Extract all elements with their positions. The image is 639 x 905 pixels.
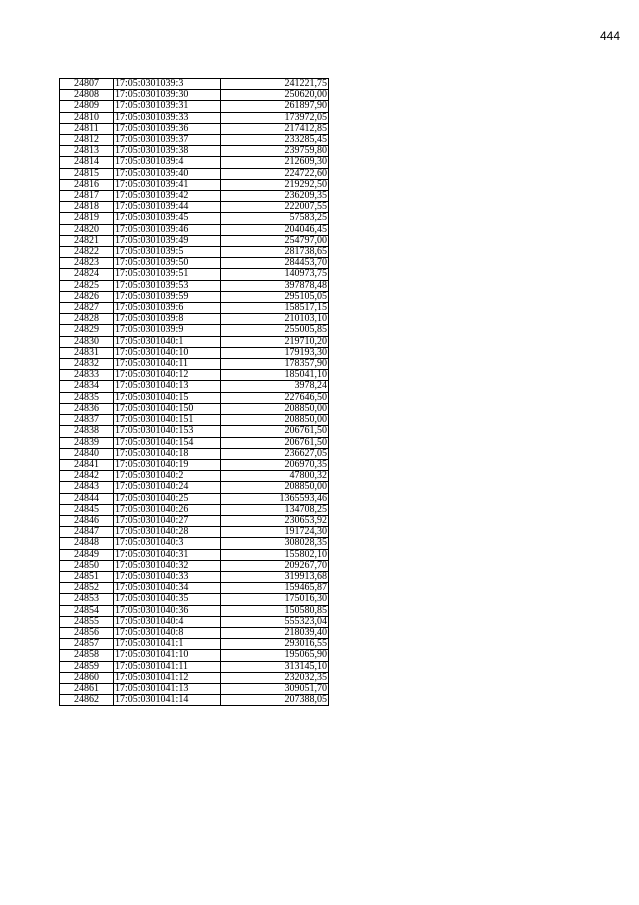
row-number-cell: 24838 (60, 426, 114, 437)
row-number-cell: 24835 (60, 392, 114, 403)
cadastral-value-cell: 208850,00 (221, 482, 329, 493)
cadastral-value-cell: 218039,40 (221, 627, 329, 638)
table-row (60, 661, 329, 672)
cadastral-number-cell: 17:05:0301039:46 (114, 224, 221, 235)
table-row (60, 639, 329, 650)
table-row (60, 247, 329, 258)
cadastral-value-cell: 212609,30 (221, 157, 329, 168)
cadastral-number-cell: 17:05:0301039:30 (114, 90, 221, 101)
table-row (60, 426, 329, 437)
cadastral-value-cell: 179193,30 (221, 347, 329, 358)
row-number-cell: 24847 (60, 527, 114, 538)
row-number-cell: 24839 (60, 437, 114, 448)
table-row (60, 493, 329, 504)
row-number-cell: 24853 (60, 594, 114, 605)
table-row (60, 202, 329, 213)
row-number-cell: 24843 (60, 482, 114, 493)
row-number-cell: 24822 (60, 247, 114, 258)
table-row (60, 571, 329, 582)
cadastral-number-cell: 17:05:0301040:27 (114, 515, 221, 526)
row-number-cell: 24818 (60, 202, 114, 213)
row-number-cell: 24823 (60, 258, 114, 269)
cadastral-value-cell: 236627,05 (221, 448, 329, 459)
cadastral-value-cell: 206970,35 (221, 459, 329, 470)
row-number-cell: 24848 (60, 538, 114, 549)
cadastral-number-cell: 17:05:0301040:24 (114, 482, 221, 493)
cadastral-number-cell: 17:05:0301041:1 (114, 639, 221, 650)
cadastral-number-cell: 17:05:0301039:3 (114, 79, 221, 90)
cadastral-number-cell: 17:05:0301040:36 (114, 605, 221, 616)
row-number-cell: 24850 (60, 560, 114, 571)
cadastral-value-cell: 295105,05 (221, 291, 329, 302)
cadastral-value-cell: 309051,70 (221, 683, 329, 694)
row-number-cell: 24810 (60, 112, 114, 123)
row-number-cell: 24832 (60, 359, 114, 370)
cadastral-value-cell: 313145,10 (221, 661, 329, 672)
table-row (60, 235, 329, 246)
cadastral-number-cell: 17:05:0301039:6 (114, 303, 221, 314)
cadastral-number-cell: 17:05:0301040:15 (114, 392, 221, 403)
cadastral-number-cell: 17:05:0301039:37 (114, 135, 221, 146)
cadastral-number-cell: 17:05:0301039:44 (114, 202, 221, 213)
table-row (60, 90, 329, 101)
table-row (60, 146, 329, 157)
row-number-cell: 24831 (60, 347, 114, 358)
row-number-cell: 24840 (60, 448, 114, 459)
table-row (60, 280, 329, 291)
table-row (60, 650, 329, 661)
cadastral-number-cell: 17:05:0301040:2 (114, 471, 221, 482)
table-row (60, 627, 329, 638)
table-row (60, 448, 329, 459)
cadastral-number-cell: 17:05:0301039:59 (114, 291, 221, 302)
row-number-cell: 24851 (60, 571, 114, 582)
table-row (60, 224, 329, 235)
row-number-cell: 24833 (60, 370, 114, 381)
cadastral-value-cell: 208850,00 (221, 415, 329, 426)
table-row (60, 191, 329, 202)
cadastral-number-cell: 17:05:0301039:36 (114, 123, 221, 134)
table-row (60, 594, 329, 605)
row-number-cell: 24855 (60, 616, 114, 627)
row-number-cell: 24829 (60, 325, 114, 336)
cadastral-value-cell: 173972,05 (221, 112, 329, 123)
row-number-cell: 24808 (60, 90, 114, 101)
row-number-cell: 24854 (60, 605, 114, 616)
table-row (60, 403, 329, 414)
cadastral-value-cell: 241221,75 (221, 79, 329, 90)
table-row (60, 415, 329, 426)
cadastral-number-cell: 17:05:0301040:28 (114, 527, 221, 538)
table-row (60, 459, 329, 470)
cadastral-value-cell: 230653,92 (221, 515, 329, 526)
cadastral-value-cell: 219710,20 (221, 336, 329, 347)
cadastral-value-cell: 239759,80 (221, 146, 329, 157)
table-row (60, 269, 329, 280)
cadastral-number-cell: 17:05:0301040:10 (114, 347, 221, 358)
table-row (60, 683, 329, 694)
cadastral-number-cell: 17:05:0301040:151 (114, 415, 221, 426)
table-row (60, 101, 329, 112)
cadastral-number-cell: 17:05:0301039:5 (114, 247, 221, 258)
row-number-cell: 24841 (60, 459, 114, 470)
cadastral-value-cell: 308028,35 (221, 538, 329, 549)
row-number-cell: 24861 (60, 683, 114, 694)
cadastral-number-cell: 17:05:0301040:1 (114, 336, 221, 347)
cadastral-number-cell: 17:05:0301040:13 (114, 381, 221, 392)
table-row (60, 347, 329, 358)
cadastral-value-cell: 47800,32 (221, 471, 329, 482)
cadastral-value-cell: 227646,50 (221, 392, 329, 403)
table-row (60, 79, 329, 90)
cadastral-number-cell: 17:05:0301040:32 (114, 560, 221, 571)
table-row (60, 527, 329, 538)
cadastral-value-cell: 140973,75 (221, 269, 329, 280)
cadastral-value-cell: 210103,10 (221, 314, 329, 325)
row-number-cell: 24849 (60, 549, 114, 560)
table-row (60, 515, 329, 526)
cadastral-value-cell: 209267,70 (221, 560, 329, 571)
row-number-cell: 24817 (60, 191, 114, 202)
cadastral-value-cell: 204046,45 (221, 224, 329, 235)
cadastral-value-cell: 217412,85 (221, 123, 329, 134)
table-row (60, 605, 329, 616)
cadastral-number-cell: 17:05:0301041:12 (114, 672, 221, 683)
cadastral-number-cell: 17:05:0301039:38 (114, 146, 221, 157)
cadastral-value-cell: 155802,10 (221, 549, 329, 560)
cadastral-number-cell: 17:05:0301039:31 (114, 101, 221, 112)
row-number-cell: 24811 (60, 123, 114, 134)
row-number-cell: 24812 (60, 135, 114, 146)
cadastral-value-cell: 555323,04 (221, 616, 329, 627)
cadastral-value-cell: 159465,87 (221, 583, 329, 594)
row-number-cell: 24816 (60, 179, 114, 190)
cadastral-number-cell: 17:05:0301041:10 (114, 650, 221, 661)
table-row (60, 325, 329, 336)
cadastral-value-cell: 195065,90 (221, 650, 329, 661)
table-row (60, 583, 329, 594)
cadastral-number-cell: 17:05:0301039:50 (114, 258, 221, 269)
table-row (60, 336, 329, 347)
cadastral-value-cell: 207388,05 (221, 695, 329, 706)
table-row (60, 123, 329, 134)
table-row (60, 213, 329, 224)
row-number-cell: 24858 (60, 650, 114, 661)
cadastral-value-table (59, 78, 329, 706)
cadastral-number-cell: 17:05:0301039:8 (114, 314, 221, 325)
cadastral-number-cell: 17:05:0301040:3 (114, 538, 221, 549)
row-number-cell: 24845 (60, 504, 114, 515)
cadastral-value-cell: 284453,70 (221, 258, 329, 269)
row-number-cell: 24828 (60, 314, 114, 325)
cadastral-value-cell: 206761,50 (221, 437, 329, 448)
table-row (60, 538, 329, 549)
table-row (60, 616, 329, 627)
table-row (60, 549, 329, 560)
cadastral-value-cell: 232032,35 (221, 672, 329, 683)
table-row (60, 437, 329, 448)
row-number-cell: 24859 (60, 661, 114, 672)
cadastral-value-cell: 1365593,46 (221, 493, 329, 504)
row-number-cell: 24834 (60, 381, 114, 392)
cadastral-number-cell: 17:05:0301040:4 (114, 616, 221, 627)
cadastral-number-cell: 17:05:0301041:11 (114, 661, 221, 672)
table-row (60, 314, 329, 325)
table-row (60, 370, 329, 381)
row-number-cell: 24857 (60, 639, 114, 650)
cadastral-number-cell: 17:05:0301040:11 (114, 359, 221, 370)
cadastral-number-cell: 17:05:0301039:41 (114, 179, 221, 190)
cadastral-number-cell: 17:05:0301040:150 (114, 403, 221, 414)
cadastral-value-cell: 224722,60 (221, 168, 329, 179)
cadastral-value-cell: 191724,30 (221, 527, 329, 538)
row-number-cell: 24827 (60, 303, 114, 314)
cadastral-number-cell: 17:05:0301040:31 (114, 549, 221, 560)
row-number-cell: 24824 (60, 269, 114, 280)
table-row (60, 135, 329, 146)
table-body (60, 79, 329, 706)
cadastral-value-cell: 261897,90 (221, 101, 329, 112)
table-row (60, 695, 329, 706)
row-number-cell: 24814 (60, 157, 114, 168)
cadastral-number-cell: 17:05:0301040:34 (114, 583, 221, 594)
row-number-cell: 24819 (60, 213, 114, 224)
row-number-cell: 24844 (60, 493, 114, 504)
table-row (60, 471, 329, 482)
row-number-cell: 24837 (60, 415, 114, 426)
cadastral-number-cell: 17:05:0301040:33 (114, 571, 221, 582)
row-number-cell: 24852 (60, 583, 114, 594)
row-number-cell: 24836 (60, 403, 114, 414)
cadastral-number-cell: 17:05:0301040:153 (114, 426, 221, 437)
cadastral-value-cell: 150580,85 (221, 605, 329, 616)
cadastral-number-cell: 17:05:0301039:45 (114, 213, 221, 224)
cadastral-value-cell: 222007,55 (221, 202, 329, 213)
cadastral-value-cell: 254797,00 (221, 235, 329, 246)
table-row (60, 258, 329, 269)
table-row (60, 504, 329, 515)
cadastral-number-cell: 17:05:0301039:9 (114, 325, 221, 336)
cadastral-value-cell: 219292,50 (221, 179, 329, 190)
cadastral-value-cell: 397878,48 (221, 280, 329, 291)
table-row (60, 482, 329, 493)
cadastral-value-cell: 57583,25 (221, 213, 329, 224)
cadastral-number-cell: 17:05:0301039:53 (114, 280, 221, 291)
table-row (60, 560, 329, 571)
table-row (60, 672, 329, 683)
cadastral-value-cell: 3978,24 (221, 381, 329, 392)
cadastral-number-cell: 17:05:0301040:8 (114, 627, 221, 638)
cadastral-value-cell: 293016,55 (221, 639, 329, 650)
cadastral-value-cell: 134708,25 (221, 504, 329, 515)
cadastral-value-cell: 206761,50 (221, 426, 329, 437)
row-number-cell: 24846 (60, 515, 114, 526)
table-row (60, 157, 329, 168)
cadastral-value-cell: 158517,15 (221, 303, 329, 314)
cadastral-number-cell: 17:05:0301041:14 (114, 695, 221, 706)
cadastral-number-cell: 17:05:0301040:12 (114, 370, 221, 381)
cadastral-number-cell: 17:05:0301040:25 (114, 493, 221, 504)
row-number-cell: 24813 (60, 146, 114, 157)
cadastral-number-cell: 17:05:0301039:40 (114, 168, 221, 179)
cadastral-value-cell: 236209,35 (221, 191, 329, 202)
table-row (60, 179, 329, 190)
cadastral-number-cell: 17:05:0301040:18 (114, 448, 221, 459)
cadastral-number-cell: 17:05:0301039:51 (114, 269, 221, 280)
row-number-cell: 24821 (60, 235, 114, 246)
cadastral-number-cell: 17:05:0301039:42 (114, 191, 221, 202)
cadastral-value-cell: 175016,30 (221, 594, 329, 605)
row-number-cell: 24830 (60, 336, 114, 347)
cadastral-number-cell: 17:05:0301041:13 (114, 683, 221, 694)
row-number-cell: 24815 (60, 168, 114, 179)
cadastral-value-cell: 281738,65 (221, 247, 329, 258)
row-number-cell: 24862 (60, 695, 114, 706)
cadastral-value-cell: 185041,10 (221, 370, 329, 381)
row-number-cell: 24820 (60, 224, 114, 235)
table-row (60, 168, 329, 179)
row-number-cell: 24842 (60, 471, 114, 482)
cadastral-value-cell: 233285,45 (221, 135, 329, 146)
cadastral-number-cell: 17:05:0301040:154 (114, 437, 221, 448)
cadastral-value-cell: 178357,90 (221, 359, 329, 370)
table-row (60, 303, 329, 314)
row-number-cell: 24825 (60, 280, 114, 291)
table-row (60, 381, 329, 392)
cadastral-value-cell: 208850,00 (221, 403, 329, 414)
table-row (60, 291, 329, 302)
row-number-cell: 24856 (60, 627, 114, 638)
row-number-cell: 24809 (60, 101, 114, 112)
row-number-cell: 24826 (60, 291, 114, 302)
page-number: 444 (599, 29, 620, 43)
cadastral-number-cell: 17:05:0301040:19 (114, 459, 221, 470)
cadastral-value-cell: 250620,00 (221, 90, 329, 101)
table-row (60, 112, 329, 123)
cadastral-number-cell: 17:05:0301039:33 (114, 112, 221, 123)
cadastral-value-cell: 255005,85 (221, 325, 329, 336)
cadastral-number-cell: 17:05:0301040:35 (114, 594, 221, 605)
cadastral-value-cell: 319913,68 (221, 571, 329, 582)
row-number-cell: 24807 (60, 79, 114, 90)
cadastral-number-cell: 17:05:0301039:49 (114, 235, 221, 246)
cadastral-number-cell: 17:05:0301039:4 (114, 157, 221, 168)
table-row (60, 359, 329, 370)
cadastral-number-cell: 17:05:0301040:26 (114, 504, 221, 515)
row-number-cell: 24860 (60, 672, 114, 683)
table-row (60, 392, 329, 403)
